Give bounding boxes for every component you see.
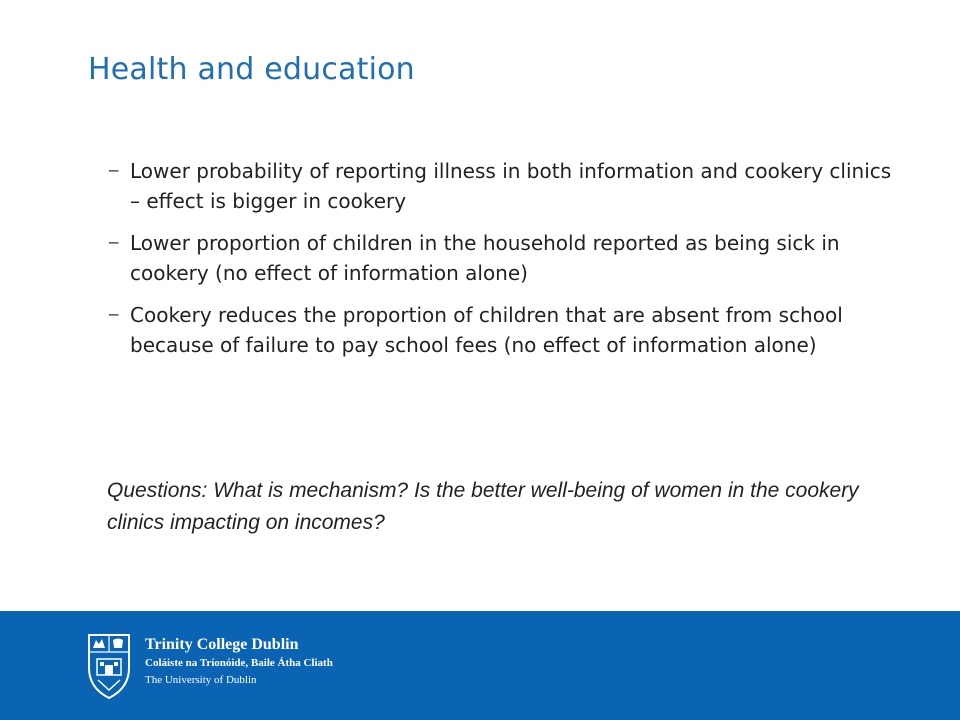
bullet-text: Lower proportion of children in the household reported as being sick in cookery (no effect of information alone) [130, 231, 840, 285]
bullet-item [108, 156, 898, 216]
footer-band [0, 611, 960, 720]
bullet-item [108, 300, 898, 360]
slide-title: Health and education [88, 52, 415, 87]
bullet-item [108, 228, 898, 288]
bullet-text: Lower probability of reporting illness in both information and cookery clinics – effect is bigger in cookery [130, 159, 892, 213]
college-irish-name: Coláiste na Tríonóide, Baile Átha Cliath [145, 657, 333, 669]
questions-text: Questions: What is mechanism? Is the better well-being of women in the cookery clinics impacting on incomes? [107, 479, 859, 534]
bullet-dash: ‒ [108, 160, 120, 181]
college-wordmark [145, 635, 333, 689]
bullet-list [108, 156, 898, 372]
bullet-dash: ‒ [108, 232, 120, 253]
trinity-crest-icon [86, 632, 132, 702]
bullet-text: Cookery reduces the proportion of children that are absent from school because of failure to pay school fees (no effect of information alone) [130, 303, 843, 357]
bullet-dash: ‒ [108, 304, 120, 325]
college-subtitle: The University of Dublin [145, 674, 257, 686]
college-name: Trinity College Dublin [145, 636, 299, 653]
